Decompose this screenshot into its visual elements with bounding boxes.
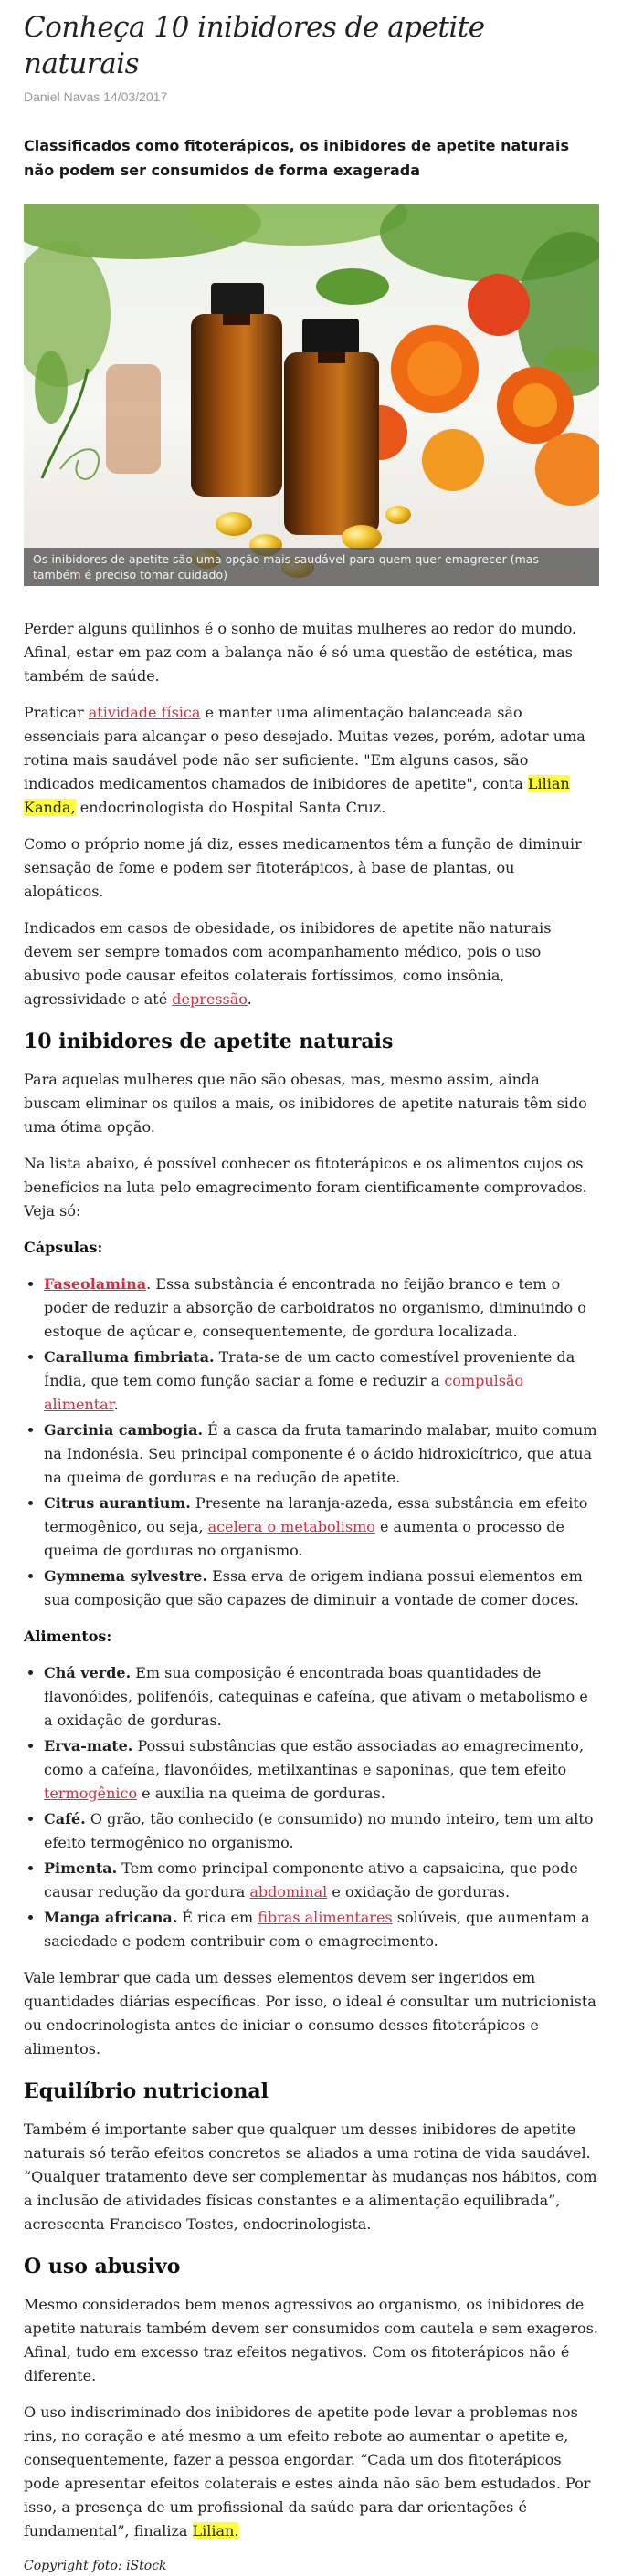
link-fibras-alimentares[interactable]: fibras alimentares [258, 1909, 393, 1926]
paragraph: Vale lembrar que cada um desses elementos devem ser ingeridos em quantidades diárias específicas. Por isso, o ideal é consultar um nutricionista ou endocrinologista antes de iniciar o consumo desses fitoterápicos e alimentos. [24, 1969, 596, 2058]
list-item: • Gymnema sylvestre. Essa erva de origem indiana possui elementos em sua composição que são capazes de diminuir a vontade de comer doces. [44, 1565, 599, 1612]
article [24, 0, 599, 2576]
link-acelera-metabolismo[interactable]: acelera o metabolismo [207, 1518, 375, 1535]
list-item: • Manga africana. É rica em fibras alimentares solúveis, que aumentam a saciedade e podem contribuir com o emagrecimento. [44, 1906, 599, 1953]
paragraph: Na lista abaixo, é possível conhecer os fitoterápicos e os alimentos cujos os benefícios na luta pelo emagrecimento foram cientificamente comprovados. Veja só: [24, 1155, 587, 1220]
section-heading: O uso abusivo [24, 2255, 181, 2278]
paragraph: O uso indiscriminado dos inibidores de apetite pode levar a problemas nos rins, no coração e até mesmo a um efeito rebote ao aumentar o apetite e, consequentemente, fazer a pessoa engordar. “Cada um dos fitoterápicos pode apresentar efeitos colaterais e estes ainda não são bem estudados. Por isso, a presença de um profissional da saúde para dar orientações é fundamental”, finaliza Lilian. [24, 2403, 591, 2539]
byline [24, 89, 599, 108]
list-item: • Citrus aurantium. Presente na laranja-azeda, essa substância em efeito termogênico, ou seja, acelera o metabolismo e aumenta o processo de queima de gorduras no organismo. [44, 1492, 599, 1563]
link-abdominal[interactable]: abdominal [249, 1883, 328, 1901]
section-heading: 10 inibidores de apetite naturais [24, 1030, 394, 1053]
hero-image [24, 204, 599, 586]
subsection-heading: Cápsulas: [24, 1239, 103, 1256]
article-title: Conheça 10 inibidores de apetite naturais [24, 11, 485, 80]
article-body [24, 617, 599, 2576]
author-name[interactable]: Daniel Navas [24, 89, 100, 104]
list-item: • Faseolamina. Essa substância é encontrada no feijão branco e tem o poder de reduzir a absorção de carboidratos no organismo, diminuindo o estoque de açúcar e, consequentemente, de gordura localizada. [44, 1272, 599, 1344]
foods-list [24, 1661, 599, 1953]
paragraph: Para aquelas mulheres que não são obesas, mas, mesmo assim, ainda buscam eliminar os quilos a mais, os inibidores de apetite naturais têm sido uma ótima opção. [24, 1071, 587, 1136]
link-atividade-fisica[interactable]: atividade física [88, 704, 201, 721]
paragraph: Também é importante saber que qualquer um desses inibidores de apetite naturais só terão efeitos concretos se aliados a uma rotina de vida saudável. “Qualquer tratamento deve ser complementar às mudanças nos hábitos, com a inclusão de atividades físicas constantes e a alimentação equilibrada”, acrescenta Francisco Tostes, endocrinologista. [24, 2120, 597, 2233]
essential-oils-photo [24, 204, 599, 586]
paragraph: Praticar atividade física e manter uma alimentação balanceada são essenciais para alcançar o peso desejado. Muitas vezes, porém, adotar uma rotina mais saudável pode não ser suficiente. "Em alguns casos, são indicados medicamentos chamados de inibidores de apetite", conta Lilian Kanda, endocrinologista do Hospital Santa Cruz. [24, 704, 585, 816]
capsules-list [24, 1272, 599, 1612]
link-termogenico[interactable]: termogênico [44, 1785, 138, 1802]
publish-date: 14/03/2017 [103, 89, 168, 104]
highlight-name: Lilian. [192, 2522, 239, 2539]
article-lead: Classificados como fitoterápicos, os inibidores de apetite naturais não podem ser consumidos de forma exagerada [24, 137, 569, 179]
highlight-name: Lilian Kanda, [24, 775, 570, 816]
list-item: • Chá verde. Em sua composição é encontrada boas quantidades de flavonóides, polifenóis, catequinas e cafeína, que ativam o metabolismo e a oxidação de gorduras. [44, 1661, 599, 1733]
list-item: • Café. O grão, tão conhecido (e consumido) no mundo inteiro, tem um alto efeito termogênico no organismo. [44, 1807, 599, 1855]
paragraph: Perder alguns quilinhos é o sonho de muitas mulheres ao redor do mundo. Afinal, estar em paz com a balança não é só uma questão de estética, mas também de saúde. [24, 620, 577, 685]
paragraph: Indicados em casos de obesidade, os inibidores de apetite não naturais devem ser sempre tomados com acompanhamento médico, pois o uso abusivo pode causar efeitos colaterais fortíssimos, como insônia, agressividade e até depressão. [24, 919, 552, 1008]
list-item: • Pimenta. Tem como principal componente ativo a capsaicina, que pode causar redução da gordura abdominal e oxidação de gorduras. [44, 1857, 599, 1904]
link-faseolamina[interactable]: Faseolamina [44, 1275, 147, 1293]
link-compulsao-alimentar[interactable]: compulsão alimentar [44, 1372, 524, 1413]
list-item: • Caralluma fimbriata. Trata-se de um cacto comestível proveniente da Índia, que tem como função saciar a fome e reduzir a compulsão alimentar. [44, 1346, 599, 1417]
section-heading: Equilíbrio nutricional [24, 2079, 269, 2103]
paragraph: Como o próprio nome já diz, esses medicamentos têm a função de diminuir sensação de fome e podem ser fitoterápicos, à base de plantas, ou alopáticos. [24, 835, 582, 900]
subsection-heading: Alimentos: [24, 1628, 112, 1645]
photo-credit: Copyright foto: iStock [24, 2559, 167, 2573]
list-item: • Garcinia cambogia. É a casca da fruta tamarindo malabar, muito comum na Indonésia. Seu principal componente é o ácido hidroxicítrico, que atua na queima de gorduras e na redução de apetite. [44, 1419, 599, 1490]
paragraph: Mesmo considerados bem menos agressivos ao organismo, os inibidores de apetite naturais também devem ser consumidos com cautela e sem exageros. Afinal, tudo em excesso traz efeitos negativos. Com os fitoterápicos não é diferente. [24, 2296, 598, 2384]
list-item: • Erva-mate. Possui substâncias que estão associadas ao emagrecimento, como a cafeína, flavonóides, metilxantinas e saponinas, que tem efeito termogênico e auxilia na queima de gorduras. [44, 1734, 599, 1806]
link-depressao[interactable]: depressão [172, 990, 248, 1008]
image-caption: Os inibidores de apetite são uma opção mais saudável para quem quer emagrecer (mas também é preciso tomar cuidado) [24, 548, 599, 586]
